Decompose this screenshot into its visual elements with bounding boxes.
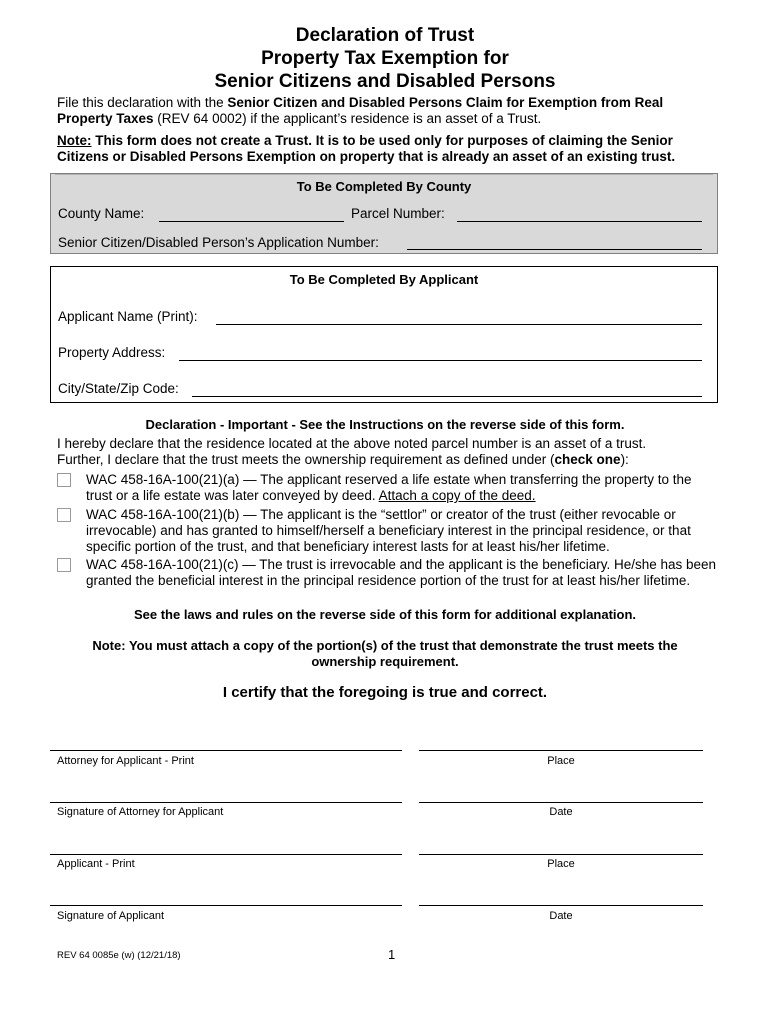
place-line-2[interactable] bbox=[419, 854, 703, 855]
parcel-number-field[interactable] bbox=[457, 221, 702, 222]
note-label: Note: bbox=[57, 133, 92, 148]
city-state-zip-field[interactable] bbox=[192, 396, 702, 397]
declaration-heading: Declaration - Important - See the Instructions on the reverse side of this form. bbox=[145, 417, 625, 432]
county-name-label: County Name: bbox=[58, 206, 145, 221]
attorney-signature-line[interactable] bbox=[50, 802, 402, 803]
attorney-print-line[interactable] bbox=[50, 750, 402, 751]
county-section bbox=[50, 173, 718, 254]
city-state-zip-label: City/State/Zip Code: bbox=[58, 381, 179, 396]
page-number: 1 bbox=[388, 947, 396, 962]
application-number-label: Senior Citizen/Disabled Person’s Application Number: bbox=[58, 235, 379, 250]
attach-trust-note: Note: You must attach a copy of the portion(s) of the trust that demonstrate the trust meets the ownership requirement. bbox=[92, 638, 678, 669]
place-line-1[interactable] bbox=[419, 750, 703, 751]
application-number-field[interactable] bbox=[407, 249, 702, 250]
date-line-2[interactable] bbox=[419, 905, 703, 906]
applicant-section-heading: To Be Completed By Applicant bbox=[289, 272, 479, 287]
applicant-print-label: Applicant - Print bbox=[57, 858, 135, 870]
applicant-name-label: Applicant Name (Print): bbox=[58, 309, 198, 324]
attach-deed-note: Attach a copy of the deed. bbox=[378, 488, 536, 503]
intro-note bbox=[57, 133, 717, 165]
property-address-field[interactable] bbox=[179, 360, 702, 361]
applicant-signature-label: Signature of Applicant bbox=[57, 910, 165, 922]
option-a-text: WAC 458-16A-100(21)(a) — The applicant reserved a life estate when transferring the property to the trust or a life estate was later conveyed by deed. Attach a copy of the deed. bbox=[86, 472, 692, 503]
option-a-row bbox=[57, 472, 717, 506]
form-title-line1: Declaration of Trust bbox=[295, 25, 475, 46]
date-label-2: Date bbox=[549, 910, 573, 922]
place-label-2: Place bbox=[547, 858, 575, 870]
declaration-line2: Further, I declare that the trust meets the ownership requirement as defined under (check one): bbox=[57, 452, 629, 467]
form-code: REV 64 0085e (w) (12/21/18) bbox=[57, 950, 181, 961]
county-section-heading: To Be Completed By County bbox=[296, 179, 472, 194]
laws-note: See the laws and rules on the reverse side of this form for additional explanation. bbox=[133, 607, 637, 622]
applicant-name-field[interactable] bbox=[216, 324, 702, 325]
date-label-1: Date bbox=[549, 806, 573, 818]
county-section-rule bbox=[55, 174, 713, 175]
form-title-line2: Property Tax Exemption for bbox=[261, 48, 509, 69]
option-b-row bbox=[57, 507, 717, 557]
applicant-print-line[interactable] bbox=[50, 854, 402, 855]
option-a-checkbox[interactable] bbox=[57, 473, 71, 487]
applicant-section bbox=[50, 266, 718, 403]
intro-paragraph: File this declaration with the Senior Citizen and Disabled Persons Claim for Exemption from Real Property Taxes (REV 64 0002) if the applicant’s residence is an asset of a Trust. bbox=[57, 95, 664, 126]
county-name-field[interactable] bbox=[159, 221, 344, 222]
attorney-signature-label: Signature of Attorney for Applicant bbox=[57, 806, 224, 818]
certification-statement: I certify that the foregoing is true and correct. bbox=[222, 684, 548, 701]
date-line-1[interactable] bbox=[419, 802, 703, 803]
option-b-checkbox[interactable] bbox=[57, 508, 71, 522]
claim-form-name: Senior Citizen and Disabled Persons Claim for Exemption from Real Property Taxes bbox=[57, 95, 664, 126]
applicant-signature-line[interactable] bbox=[50, 905, 402, 906]
option-c-row bbox=[57, 557, 717, 607]
option-c-text: WAC 458-16A-100(21)(c) — The trust is irrevocable and the applicant is the beneficiary. He/she has been granted the beneficial interest in the principal residence portion of the trust for at least his/her lifetime. bbox=[86, 557, 717, 588]
place-label-1: Place bbox=[547, 755, 575, 767]
option-b-text: WAC 458-16A-100(21)(b) — The applicant is the “settlor” or creator of the trust (either revocable or irrevocable) and has granted to himself/herself a beneficiary interest in the principal residence, or that specific portion of the trust, and that beneficiary interest lasts for at least his/her lifetime. bbox=[86, 507, 691, 554]
note-text: This form does not create a Trust. It is to be used only for purposes of claiming the Senior Citizens or Disabled Persons Exemption on property that is already an asset of an existing trust. bbox=[57, 133, 676, 164]
form-title-line3: Senior Citizens and Disabled Persons bbox=[214, 71, 556, 92]
declaration-line1: I hereby declare that the residence located at the above noted parcel number is an asset of a trust. bbox=[57, 436, 647, 451]
property-address-label: Property Address: bbox=[58, 345, 166, 360]
parcel-number-label: Parcel Number: bbox=[351, 206, 445, 221]
option-c-checkbox[interactable] bbox=[57, 558, 71, 572]
attorney-print-label: Attorney for Applicant - Print bbox=[57, 755, 194, 767]
